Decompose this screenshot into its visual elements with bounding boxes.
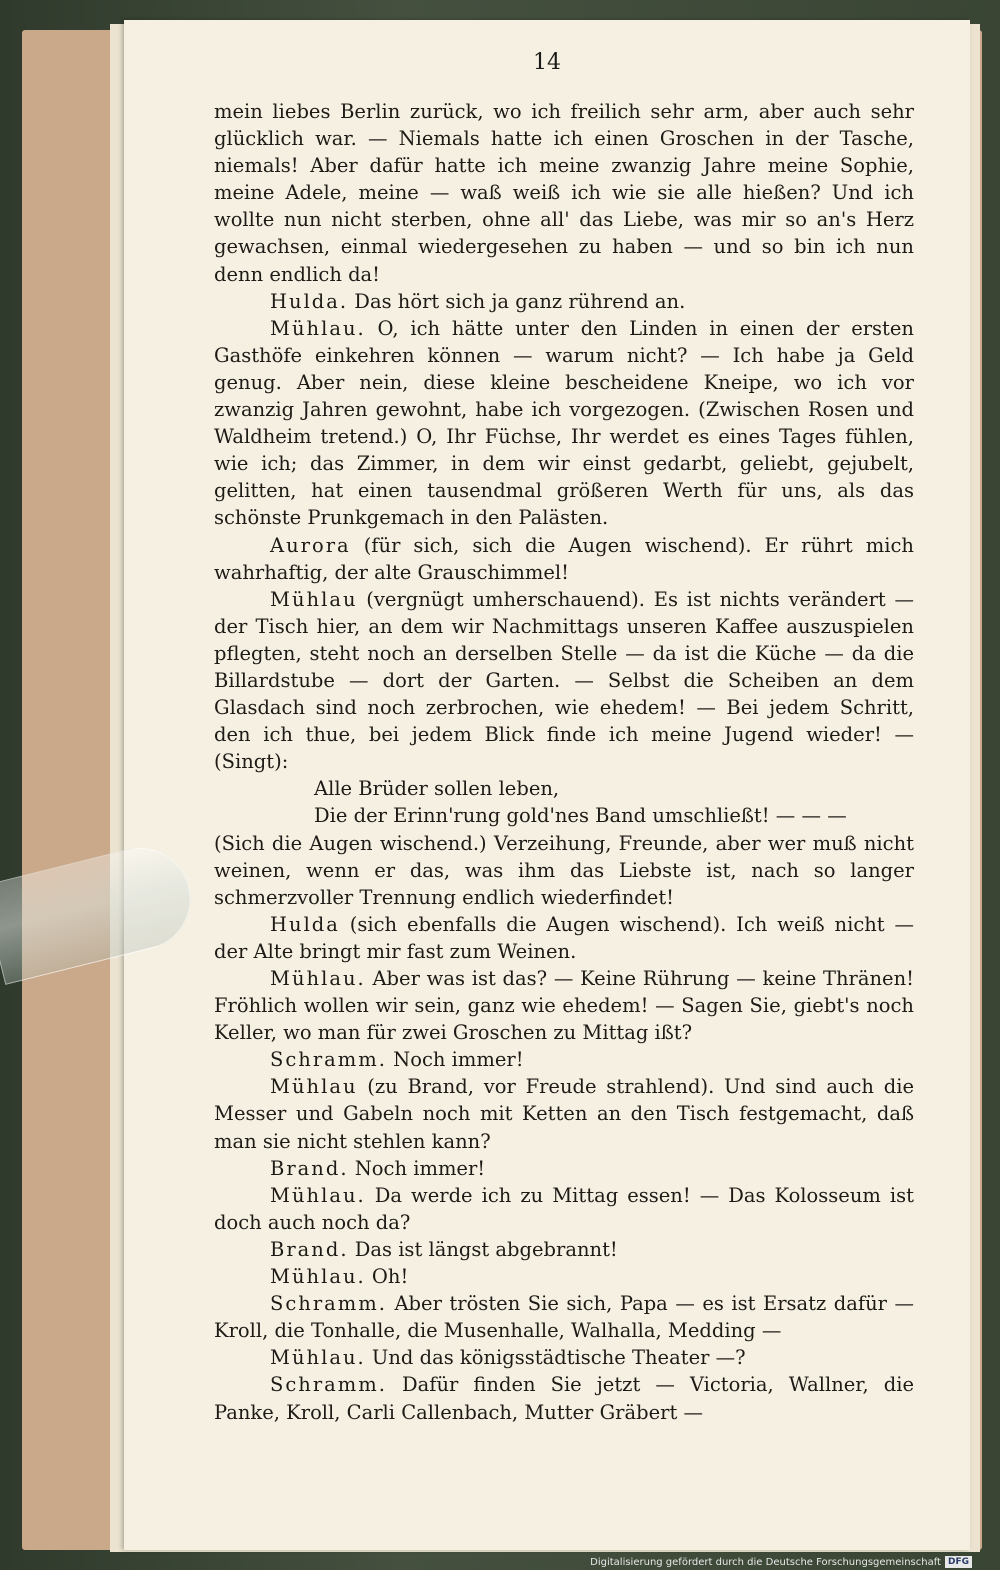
paragraph-10 [214,1155,914,1182]
text-block [214,98,914,1426]
credit-text: Digitalisierung gefördert durch die Deutsche Forschungsgemeinschaft [590,1556,941,1568]
paragraph-2 [214,315,914,532]
speaker: Schramm. [270,1373,387,1397]
speech: Da werde ich zu Mittag essen! — Das Kolosseum ist doch auch noch da? [214,1183,914,1234]
speech: Und das königsstädtische Theater —? [365,1346,746,1370]
paragraph-4 [214,586,914,776]
paragraph-5 [214,830,914,911]
speech: Dafür finden Sie jetzt — Victoria, Wallner, die Panke, Kroll, Carli Callenbach, Mutter Gräbert — [214,1373,914,1424]
speaker: Mühlau. [270,1265,366,1289]
paragraph-6 [214,911,914,965]
speaker: Mühlau [270,587,358,611]
paragraph-16 [214,1371,914,1425]
paragraph-14 [214,1290,914,1344]
digitization-credit [590,1556,972,1568]
speaker: Mühlau. [270,1183,366,1207]
paragraph-11 [214,1182,914,1236]
dfg-logo-icon: DFG [945,1556,972,1568]
speaker: Mühlau. [270,967,366,990]
speaker: Hulda [270,912,340,936]
paragraph-12 [214,1236,914,1263]
paragraph-0 [214,98,914,288]
speech: Aber trösten Sie sich, Papa — es ist Ersatz dafür — Kroll, die Tonhalle, die Musenhalle, Walhalla, Medding — [214,1292,914,1343]
verse-line-1: Alle Brüder sollen leben, [314,777,560,801]
speaker: Brand. [270,1237,349,1261]
paragraph-13 [214,1263,914,1290]
speech: (vergnügt umherschauend). Es ist nichts verändert — der Tisch hier, an dem wir Nachmittags unseren Kaffee auszuspielen pflegten, steht noch an derselben Stelle — da ist die Küche — da die Billardstube — dort der Garten. — Selbst die Scheiben an dem Glasdach sind noch zerbrochen, wie ehedem! — Bei jedem Schritt, den ich thue, bei jedem Blick finde ich meine Jugend wieder! — (Singt): [214,587,914,774]
verse-line-2: Die der Erinn'rung gold'nes Band umschließt! — — — [314,804,847,828]
speaker: Mühlau [270,1075,358,1099]
speaker: Brand. [270,1156,349,1180]
speech: Noch immer! [386,1048,524,1072]
speech: (sich ebenfalls die Augen wischend). Ich weiß nicht — der Alte bringt mir fast zum Weinen. [214,912,914,963]
speaker: Schramm. [270,1048,387,1072]
speaker: Aurora [270,533,351,557]
paragraph-8 [214,1046,914,1073]
speech: Aber was ist das? — Keine Rührung — keine Thränen! Fröhlich wollen wir sein, ganz wie ehedem! — Sagen Sie, giebt's noch Keller, wo man für zwei Groschen zu Mittag ißt? [214,967,914,1045]
speaker: Mühlau. [270,1346,366,1370]
speech: (Sich die Augen wischend.) Verzeihung, Freunde, aber wer muß nicht weinen, wenn er das, was ihm das Liebste ist, nach so langer schmerzvoller Trennung endlich wiederfindet! [214,831,914,909]
speech: (für sich, sich die Augen wischend). Er rührt mich wahrhaftig, der alte Grauschimmel! [214,533,914,584]
book-page [124,20,970,1550]
paragraph-7 [214,965,914,1046]
speaker: Hulda. [270,289,349,313]
speech: Das ist längst abgebrannt! [348,1237,618,1261]
paragraph-9 [214,1073,914,1154]
speech: O, ich hätte unter den Linden in einen der ersten Gasthöfe einkehren können — warum nicht? — Ich habe ja Geld genug. Aber nein, diese kleine bescheidene Kneipe, wo ich vor zwanzig Jahren gewohnt, habe ich vorgezogen. (Zwischen Rosen und Waldheim tretend.) O, Ihr Füchse, Ihr werdet es eines Tages fühlen, wie ich; das Zimmer, in dem wir einst gedarbt, geliebt, gejubelt, gelitten, hat einen tausendmal größeren Werth für uns, als das schönste Prunkgemach in den Palästen. [214,316,914,530]
page-number: 14 [533,50,561,75]
speech: Oh! [365,1265,409,1289]
speaker: Mühlau. [270,316,366,340]
speaker: Schramm. [270,1292,387,1316]
paragraph-1 [214,288,914,315]
speech: (zu Brand, vor Freude strahlend). Und sind auch die Messer und Gabeln noch mit Ketten an den Tisch festgemacht, daß man sie nicht stehlen kann? [214,1075,914,1153]
speech: Noch immer! [348,1156,486,1180]
speech: mein liebes Berlin zurück, wo ich freilich sehr arm, aber auch sehr glücklich war. — Niemals hatte ich einen Groschen in der Tasche, niemals! Aber dafür hatte ich meine zwanzig Jahre meine Sophie, meine Adele, meine — waß weiß ich wie sie alle hießen? Und ich wollte nun nicht sterben, ohne all' das Liebe, was mir so an's Herz gewachsen, einmal wiedergesehen zu haben — und so bin ich nun denn endlich da! [214,100,914,286]
speech: Das hört sich ja ganz rührend an. [348,289,686,313]
paragraph-3 [214,532,914,586]
paragraph-15 [214,1344,914,1371]
